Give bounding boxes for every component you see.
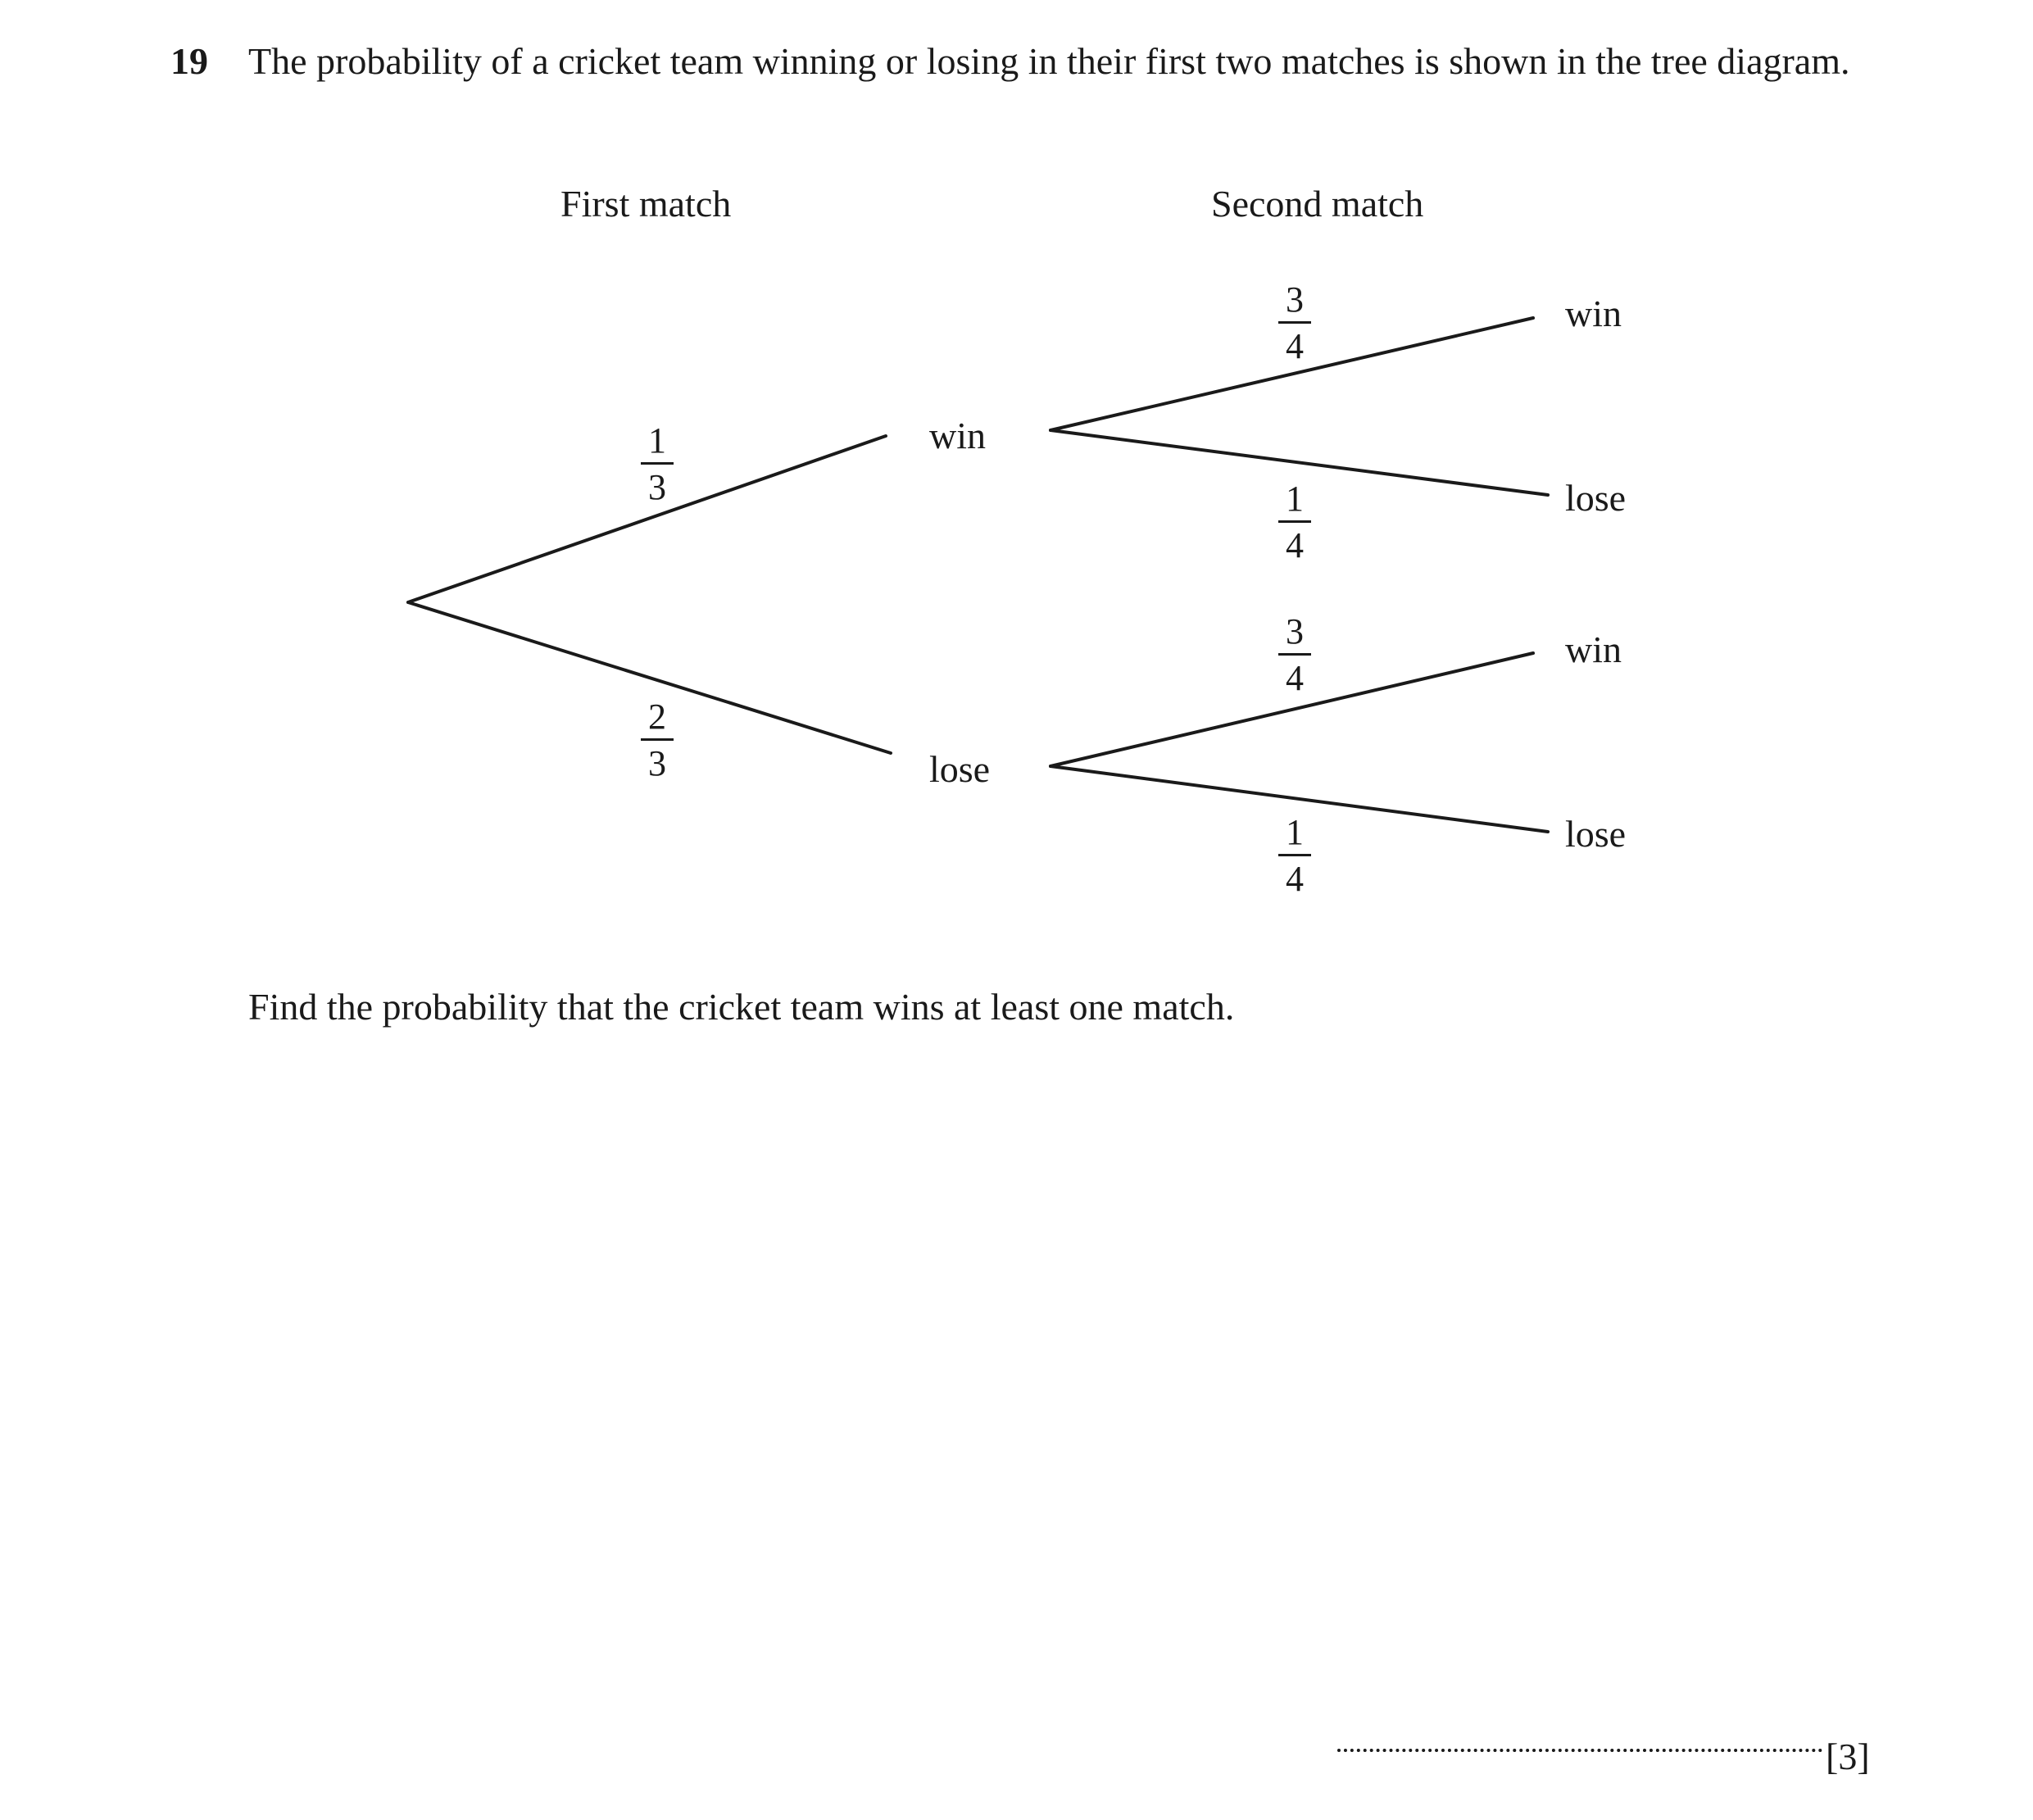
- fraction-bar: [1278, 321, 1311, 324]
- second-match-header: Second match: [1211, 183, 1424, 225]
- denominator: 4: [1286, 525, 1304, 565]
- numerator: 1: [1286, 479, 1304, 519]
- fraction-bar: [641, 462, 674, 465]
- numerator: 2: [648, 697, 666, 737]
- denominator: 3: [648, 743, 666, 783]
- denominator: 4: [1286, 326, 1304, 366]
- outcome-win-win: win: [1565, 293, 1622, 334]
- numerator: 3: [1286, 279, 1304, 320]
- denominator: 3: [648, 467, 666, 507]
- outcome-first-lose: lose: [929, 748, 991, 790]
- prob-lose-lose: [1270, 812, 1319, 899]
- fraction-bar: [641, 738, 674, 741]
- denominator: 4: [1286, 859, 1304, 899]
- marks-label: [3]: [1826, 1736, 1870, 1777]
- outcome-lose-win: win: [1565, 629, 1622, 670]
- prob-lose-win: [1270, 611, 1319, 698]
- question-number: 19: [170, 40, 208, 82]
- denominator: 4: [1286, 658, 1304, 698]
- outcome-first-win: win: [929, 415, 986, 456]
- outcome-lose-lose: lose: [1565, 813, 1627, 855]
- prob-win-win: [1270, 279, 1319, 366]
- prob-first-win: [633, 420, 682, 507]
- first-match-header: First match: [560, 183, 732, 225]
- outcome-win-lose: lose: [1565, 477, 1627, 519]
- question-text: The probability of a cricket team winning or losing in their first two matches is shown in the tree diagram.: [248, 40, 1850, 82]
- answer-line[interactable]: [1337, 1745, 1822, 1752]
- question-prompt: Find the probability that the cricket team wins at least one match.: [248, 986, 1235, 1028]
- prob-win-lose: [1270, 481, 1319, 564]
- fraction-bar: [1278, 854, 1311, 856]
- numerator: 1: [648, 420, 666, 461]
- prob-first-lose: [633, 699, 682, 782]
- fraction-bar: [1278, 520, 1311, 523]
- numerator: 1: [1286, 812, 1304, 852]
- numerator: 3: [1286, 611, 1304, 651]
- fraction-bar: [1278, 653, 1311, 656]
